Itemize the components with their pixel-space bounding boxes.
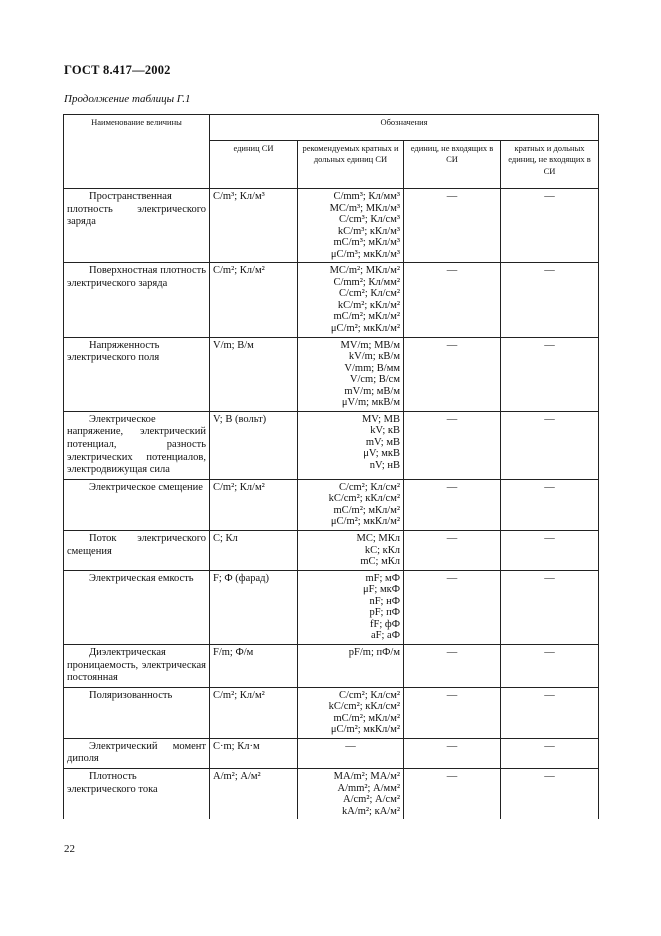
non-si-unit: —	[404, 411, 501, 479]
recommended-unit: C/cm²; Кл/см²	[338, 689, 400, 701]
table-body	[64, 189, 599, 820]
non-si-multiple-unit: —	[501, 337, 599, 411]
recommended-unit: pF; пФ	[369, 607, 400, 619]
header-recommended: рекомендуемых кратных и дольных единиц СИ	[298, 141, 404, 189]
recommended-unit: μC/m³; мкКл/м³	[330, 248, 400, 260]
si-unit-cell	[210, 570, 298, 644]
non-si-multiple-unit: —	[501, 738, 599, 768]
quantity-name: Электрическая емкость	[64, 570, 210, 644]
non-si-multiple-unit: —	[501, 644, 599, 687]
header-non-si-multiples: кратных и дольных единиц, не входящих в СИ	[501, 141, 599, 189]
quantity-name: Электрическое смещение	[64, 479, 210, 530]
page-number: 22	[64, 843, 75, 855]
si-unit-cell	[210, 411, 298, 479]
non-si-unit: —	[404, 263, 501, 337]
non-si-unit: —	[404, 769, 501, 820]
table-row	[64, 263, 599, 337]
recommended-unit: μF; мкФ	[362, 584, 400, 596]
recommended-unit: MC/m²; МКл/м²	[329, 265, 400, 277]
recommended-unit: kC/m²; кКл/м²	[337, 299, 400, 311]
table-row	[64, 337, 599, 411]
non-si-multiple-unit: —	[501, 411, 599, 479]
recommended-unit: mV; мВ	[365, 436, 400, 448]
recommended-unit: C/cm²; Кл/см²	[338, 481, 400, 493]
recommended-unit: kC/cm²; кКл/см²	[328, 493, 400, 505]
si-unit-cell	[210, 479, 298, 530]
non-si-multiple-unit: —	[501, 189, 599, 263]
non-si-unit: —	[404, 644, 501, 687]
quantity-name: Электрическое напряжение, электрический потенциал, разность электрических потенциалов, электродвижущая сила	[64, 411, 210, 479]
recommended-unit: kC/cm²; кКл/см²	[328, 701, 400, 713]
recommended-unit: μV; мкВ	[363, 448, 400, 460]
table-row	[64, 644, 599, 687]
recommended-unit: nF; нФ	[369, 595, 400, 607]
recommended-unit: mF; мФ	[365, 572, 400, 584]
recommended-unit: kC/m³; кКл/м³	[337, 225, 400, 237]
table-caption: Продолжение таблицы Г.1	[64, 93, 191, 105]
si-unit-cell	[210, 644, 298, 687]
si-unit-cell	[210, 769, 298, 820]
non-si-multiple-unit: —	[501, 769, 599, 820]
recommended-unit: kA/m²; кА/м²	[341, 805, 400, 817]
recommended-unit: fF; фФ	[370, 618, 400, 630]
si-unit: A/m²; А/м²	[213, 771, 261, 783]
si-unit: C/m²; Кл/м²	[213, 265, 265, 277]
recommended-unit: C/mm²; Кл/мм²	[333, 276, 400, 288]
quantity-name: Поток электрического смещения	[64, 531, 210, 571]
recommended-unit: A/cm²; А/см²	[343, 794, 400, 806]
si-unit-cell	[210, 189, 298, 263]
recommended-unit: mC/m²; мКл/м²	[333, 311, 400, 323]
recommended-units-cell	[298, 687, 404, 738]
non-si-unit: —	[404, 738, 501, 768]
recommended-unit: μC/m²; мкКл/м²	[330, 516, 400, 528]
quantity-name: Электрический момент диполя	[64, 738, 210, 768]
recommended-unit: kV/m; кВ/м	[348, 351, 400, 363]
table-row	[64, 738, 599, 768]
recommended-unit: V/mm; В/мм	[344, 362, 400, 374]
recommended-unit: μC/m²; мкКл/м²	[330, 323, 400, 335]
recommended-unit: mC/m²; мКл/м²	[333, 504, 400, 516]
non-si-unit: —	[404, 570, 501, 644]
standard-header: ГОСТ 8.417—2002	[64, 63, 171, 77]
si-unit: C/m²; Кл/м²	[213, 481, 265, 493]
si-unit-cell	[210, 687, 298, 738]
recommended-unit: MV; МВ	[361, 413, 400, 425]
recommended-units-cell	[298, 738, 404, 768]
header-non-si: единиц, не входящих в СИ	[404, 141, 501, 189]
recommended-unit: mC/m²; мКл/м²	[333, 712, 400, 724]
recommended-units-cell	[298, 263, 404, 337]
table-row	[64, 687, 599, 738]
recommended-units-cell	[298, 644, 404, 687]
recommended-unit: kC; кКл	[364, 544, 400, 556]
si-unit: C; Кл	[213, 533, 238, 544]
recommended-unit: nV; нВ	[369, 460, 400, 472]
non-si-multiple-unit: —	[501, 687, 599, 738]
recommended-unit: pF/m; пФ/м	[348, 646, 400, 658]
recommended-units-cell	[298, 531, 404, 571]
recommended-units-cell	[298, 189, 404, 263]
si-unit-cell	[210, 263, 298, 337]
quantity-name: Плотность электрического тока	[64, 769, 210, 820]
recommended-unit: kV; кВ	[370, 425, 400, 437]
recommended-unit: mV/m; мВ/м	[344, 385, 400, 397]
recommended-unit: V/cm; В/см	[349, 374, 400, 386]
header-si-units: единиц СИ	[210, 141, 298, 189]
recommended-unit: C/cm³; Кл/см³	[338, 214, 400, 226]
non-si-unit: —	[404, 337, 501, 411]
si-unit: C/m³; Кл/м³	[213, 191, 265, 202]
quantity-name: Поляризованность	[64, 687, 210, 738]
recommended-unit: MC; МКл	[356, 533, 400, 544]
recommended-units-cell	[298, 769, 404, 820]
recommended-unit: A/mm²; А/мм²	[337, 782, 400, 794]
non-si-unit: —	[404, 687, 501, 738]
si-unit-cell	[210, 738, 298, 768]
recommended-unit: MC/m³; МКл/м³	[329, 202, 400, 214]
si-unit: F; Ф (фарад)	[213, 572, 270, 584]
units-table	[63, 114, 599, 819]
recommended-unit: μC/m²; мкКл/м²	[330, 724, 400, 736]
recommended-unit: mC; мКл	[360, 556, 400, 568]
non-si-unit: —	[404, 189, 501, 263]
recommended-unit: MA/m²; МА/м²	[333, 771, 400, 783]
quantity-name: Диэлектрическая проницаемость, электрическая постоянная	[64, 644, 210, 687]
recommended-unit: C/cm²; Кл/см²	[338, 288, 400, 300]
recommended-unit: aF; аФ	[371, 630, 400, 642]
recommended-units-cell	[298, 337, 404, 411]
table-row	[64, 531, 599, 571]
quantity-name: Напряженность электрического поля	[64, 337, 210, 411]
table-row	[64, 570, 599, 644]
recommended-units-cell	[298, 570, 404, 644]
non-si-multiple-unit: —	[501, 479, 599, 530]
header-designation: Обозначения	[210, 115, 599, 141]
header-quantity: Наименование величины	[64, 115, 210, 189]
recommended-units-cell	[298, 411, 404, 479]
non-si-unit: —	[404, 479, 501, 530]
quantity-name: Поверхностная плотность электрического заряда	[64, 263, 210, 337]
non-si-multiple-unit: —	[501, 531, 599, 571]
non-si-multiple-unit: —	[501, 263, 599, 337]
table-row	[64, 769, 599, 820]
table-row	[64, 189, 599, 263]
recommended-unit: μV/m; мкВ/м	[341, 397, 400, 409]
si-unit: V; В (вольт)	[213, 413, 267, 425]
si-unit: F/m; Ф/м	[213, 646, 254, 658]
table-row	[64, 479, 599, 530]
recommended-unit: MV/m; МВ/м	[340, 339, 400, 351]
si-unit: V/m; В/м	[213, 339, 254, 351]
si-unit: C/m²; Кл/м²	[213, 689, 265, 701]
recommended-unit: mC/m³; мКл/м³	[333, 237, 400, 249]
non-si-multiple-unit: —	[501, 570, 599, 644]
si-unit-cell	[210, 531, 298, 571]
table-row	[64, 411, 599, 479]
non-si-unit: —	[404, 531, 501, 571]
quantity-name: Пространственная плотность электрического заряда	[64, 189, 210, 263]
recommended-units-cell	[298, 479, 404, 530]
si-unit: C·m; Кл·м	[213, 740, 260, 752]
recommended-unit: —	[345, 740, 356, 752]
recommended-unit: C/mm³; Кл/мм³	[333, 191, 400, 202]
si-unit-cell	[210, 337, 298, 411]
